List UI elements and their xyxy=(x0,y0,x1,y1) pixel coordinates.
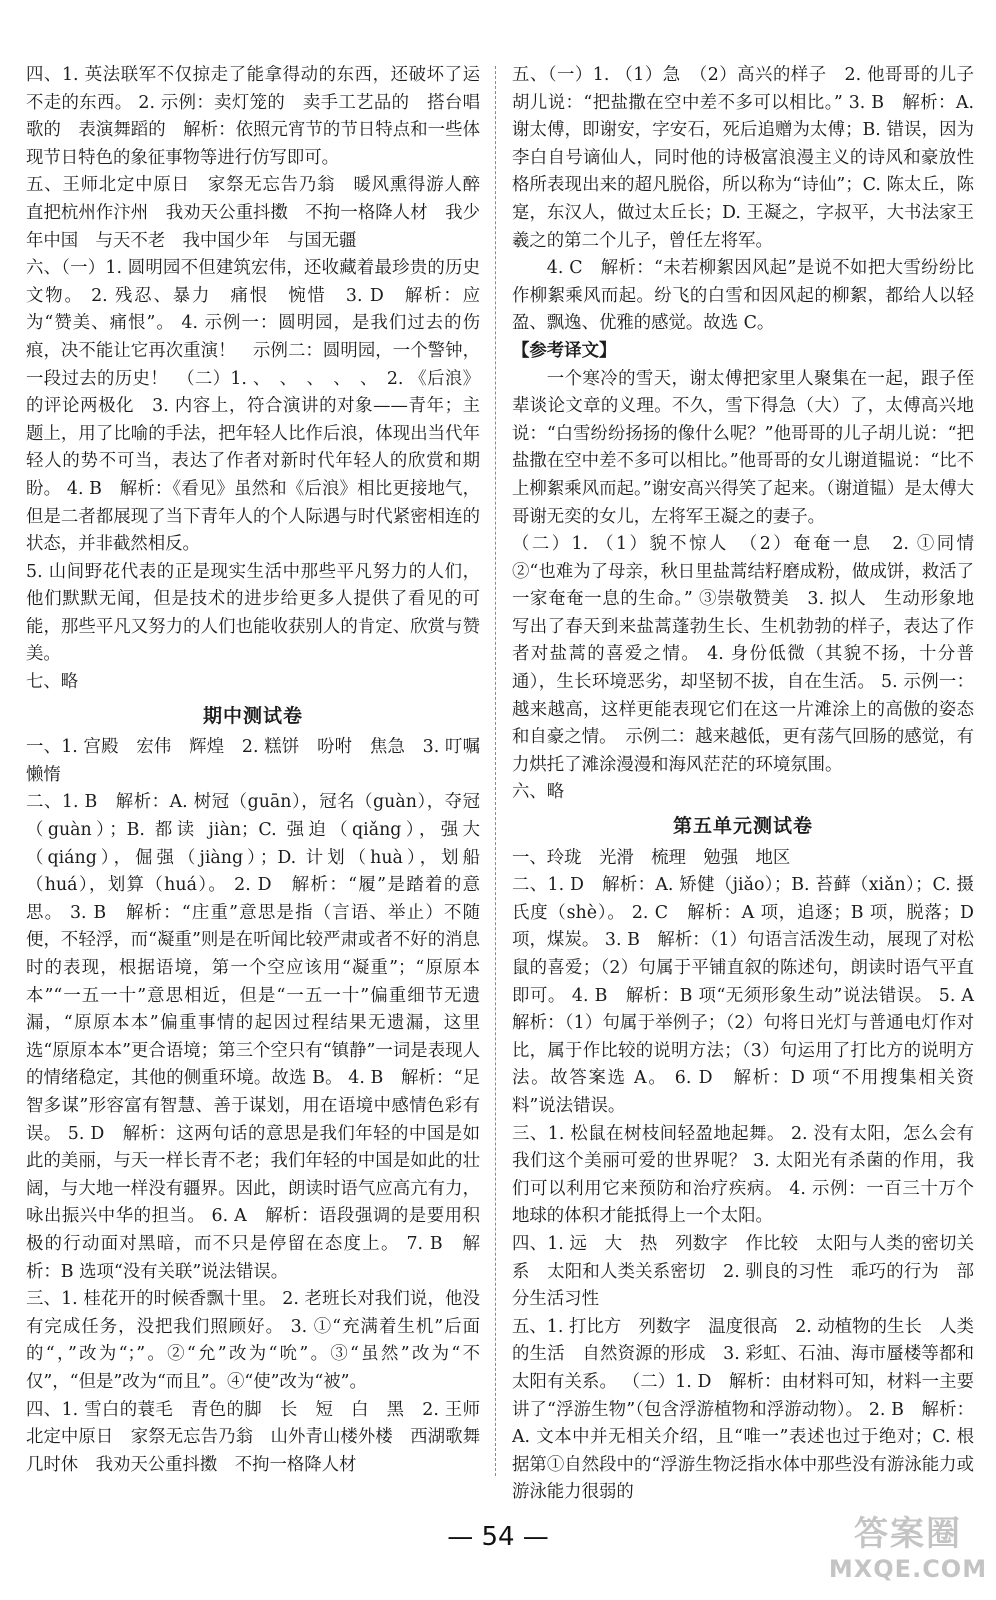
left-column xyxy=(26,62,498,1479)
answer-paragraph: 一、玲珑 光滑 梳理 勉强 地区 xyxy=(512,847,791,868)
watermark-text-bottom: MXQE.COM xyxy=(828,1555,988,1583)
answer-paragraph: 六、略 xyxy=(512,782,565,803)
answer-paragraph: 五、（一）1. （1）急 （2）高兴的样子 2. 他哥哥的儿子胡儿说：“把盐撒在空中差不多可以相比。” 3. B 解析：A. 谢太傅，即谢安，字安石，死后追赠为太傅；B. 错误，因为李白自号谪仙人，同时他的诗极富浪漫主义的诗风和豪放性格所表现出来的超凡脱俗，所以称为“诗仙”；C. 陈太丘，陈寔，东汉人，做过太丘长；D. 王凝之，字叔平，大书法家王羲之的第二个儿子，曾任左将军。 xyxy=(512,65,974,251)
answer-paragraph: 五、1. 打比方 列数字 温度很高 2. 动植物的生长 人类的生活 自然资源的形成 3. 彩虹、石油、海市蜃楼等都和太阳有关系。 （二）1. D 解析：由材料可知，材料一主要讲了“浮游生物”（包含浮游植物和浮游动物）。 2. B 解析：A. 文本中并无相关介绍，且“唯一”表述也过于绝对；C. 根据第①自然段中的“浮游生物泛指水体中那些没有游泳能力或游泳能力很弱的 xyxy=(512,1316,974,1503)
answer-paragraph: 四、1. 雪白的蓑毛 青色的脚 长 短 白 黑 2. 王师北定中原日 家祭无忘告乃翁 山外青山楼外楼 西湖歌舞几时休 我劝天公重抖擞 不拘一格降人材 xyxy=(26,1399,480,1475)
reference-heading: 【参考译文】 xyxy=(512,340,617,361)
answer-paragraph: 六、（一）1. 圆明园不但建筑宏伟，还收藏着最珍贵的历史文物。 2. 残忍、暴力 痛恨 惋惜 3. D 解析：应为“赞美、痛恨”。 4. 示例一：圆明园，是我们过去的伤痕，决不能让它再次重演！ 示例二：圆明园，一个警钟，一段过去的历史！ （二）1. 、 、 、 、 、 2. 《后浪》的评论两极化 3. 内容上，符合演讲的对象——青年；主题上，用了比喻的手法，把年轻人比作后浪，体现出当代年轻人的势不可当，表达了作者对新时代年轻人的欣赏和期盼。 4. B 解析：《看见》虽然和《后浪》相比更接地气，但是二者都展现了当下青年人的个人际遇与时代紧密相连的状态，并非截然相反。 xyxy=(26,258,480,555)
answer-paragraph: 4. C 解析：“未若柳絮因风起”是说不如把大雪纷纷比作柳絮乘风而起。纷飞的白雪和因风起的柳絮，都给人以轻盈、飘逸、优雅的感觉。故选 C。 xyxy=(512,258,974,334)
answer-paragraph: 5. 山间野花代表的正是现实生活中那些平凡努力的人们，他们默默无闻，但是技术的进步给更多人提供了看见的可能，那些平凡又努力的人们也能收获别人的肯定、欣赏与赞美。 xyxy=(26,561,480,665)
section-title: 第五单元测试卷 xyxy=(672,815,813,838)
answer-paragraph: 三、1. 桂花开的时候香飘十里。 2. 老班长对我们说，他没有完成任务，没把我们照顾好。 3. ①“充满着生机”后面的“，”改为“；”。②“允”改为“吮”。③“虽然”改为“不仅”，“但是”改为“而且”。④“使”改为“被”。 xyxy=(26,1289,480,1392)
watermark-text-top: 答案圈 xyxy=(854,1514,962,1554)
answer-paragraph: 四、1. 远 大 热 列数字 作比较 太阳与人类的密切关系 太阳和人类关系密切 2. 驯良的习性 乖巧的行为 部分生活习性 xyxy=(512,1233,974,1310)
answer-paragraph: 一、1. 宫殿 宏伟 辉煌 2. 糕饼 吩咐 焦急 3. 叮嘱 懒惰 xyxy=(26,737,498,785)
answer-paragraph: 七、略 xyxy=(26,672,79,693)
answer-paragraph: 一个寒冷的雪天，谢太傅把家里人聚集在一起，跟子侄辈谈论文章的义理。不久，雪下得急（大）了，太傅高兴地说：“白雪纷纷扬扬的像什么呢？”他哥哥的儿子胡儿说：“把盐撒在空中差不多可以相比。”他哥哥的女儿谢道韫说：“比不上柳絮乘风而起。”谢安高兴得笑了起来。（谢道韫）是太傅大哥谢无奕的女儿，左将军王凝之的妻子。 xyxy=(512,368,974,527)
answer-paragraph: 三、1. 松鼠在树枝间轻盈地起舞。 2. 没有太阳，怎么会有我们这个美丽可爱的世界呢？ 3. 太阳光有杀菌的作用，我们可以利用它来预防和治疗疾病。 4. 示例：一百三十万个地球的体积才能抵得上一个太阳。 xyxy=(512,1123,974,1227)
answer-paragraph: 二、1. B 解析：A. 树冠（guān），冠名（guàn），夺冠（guàn）；B. 都读 jiàn；C. 强迫（qiǎng），强大（qiáng），倔强（jiàng）；D. 计划（huà），划船（huá），划算（huá）。 2. D 解析：“履”是踏着的意思。 3. B 解析：“庄重”意思是指（言语、举止）不随便，不轻浮，而“凝重”则是在听闻比较严肃或者不好的消息时的表现，根据语境，第一个空应该用“凝重”；“原原本本”“一五一十”意思相近，但是“一五一十”偏重细节无遗漏，“原原本本”偏重事情的起因过程结果无遗漏，这里选“原原本本”更合语境；第三个空只有“镇静”一词是表现人的情绪稳定，其他的侧重环境。故选 B。 4. B 解析：“足智多谋”形容富有智慧、善于谋划，用在语境中感情色彩有误。 5. D 解析：这两句话的意思是我们年轻的中国是如此的美丽，与天一样长青不老；我们年轻的中国是如此的壮阔，与大地一样没有疆界。因此，朗读时语气应高亢有力，咏出振兴中华的担当。 6. A 解析：语段强调的是要用积极的行动面对黑暗，而不只是停留在态度上。 7. B 解析：B 选项“没有关联”说法错误。 xyxy=(26,792,480,1282)
right-column xyxy=(512,62,992,1507)
answer-paragraph: 四、1. 英法联军不仅掠走了能拿得动的东西，还破坏了运不走的东西。 2. 示例：卖灯笼的 卖手工艺品的 搭台唱歌的 表演舞蹈的 解析：依照元宵节的节日特点和一些体现节日特色的象征事物等进行仿写即可。 xyxy=(26,65,480,168)
page-number: — 54 — xyxy=(447,1522,549,1552)
answer-paragraph: 二、1. D 解析：A. 矫健（jiǎo）；B. 苔藓（xiǎn）；C. 摄氏度（shè）。 2. C 解析：A 项，追逐；B 项，脱落；D 项，煤炭。 3. B 解析：（1）句语言活泼生动，展现了对松鼠的喜爱；（2）句属于平铺直叙的陈述句，朗读时语气平直即可。 4. B 解析：B 项“无须形象生动”说法错误。 5. A 解析：（1）句属于举例子；（2）句将日光灯与普通电灯作对比，属于作比较的说明方法；（3）句运用了打比方的说明方法。故答案选 A。 6. D 解析：D 项“不用搜集相关资料”说法错误。 xyxy=(512,875,992,1116)
column-divider xyxy=(495,66,496,1476)
watermark-logo xyxy=(828,1514,988,1592)
answer-paragraph: （二）1. （1）貌不惊人 （2）奄奄一息 2. ①同情 ②“也难为了母亲，秋日里盐蒿结籽磨成粉，做成饼，救活了一家奄奄一息的生命。” ③崇敬赞美 3. 拟人 生动形象地写出了春天到来盐蒿蓬勃生长、生机勃勃的样子，表达了作者对盐蒿的喜爱之情。 4. 身份低微（其貌不扬，十分普通），生长环境恶劣，却坚韧不拔，自在生活。 5. 示例一：越来越高，这样更能表现它们在这一片滩涂上的高傲的姿态和自豪之情。 示例二：越来越低，更有荡气回肠的感觉，有力烘托了滩涂漫漫和海风茫茫的环境氛围。 xyxy=(512,534,992,775)
answer-paragraph: 五、王师北定中原日 家祭无忘告乃翁 暖风熏得游人醉 直把杭州作汴州 我劝天公重抖擞 不拘一格降人材 我少年中国 与天不老 我中国少年 与国无疆 xyxy=(26,175,498,251)
section-title: 期中测试卷 xyxy=(202,704,303,727)
